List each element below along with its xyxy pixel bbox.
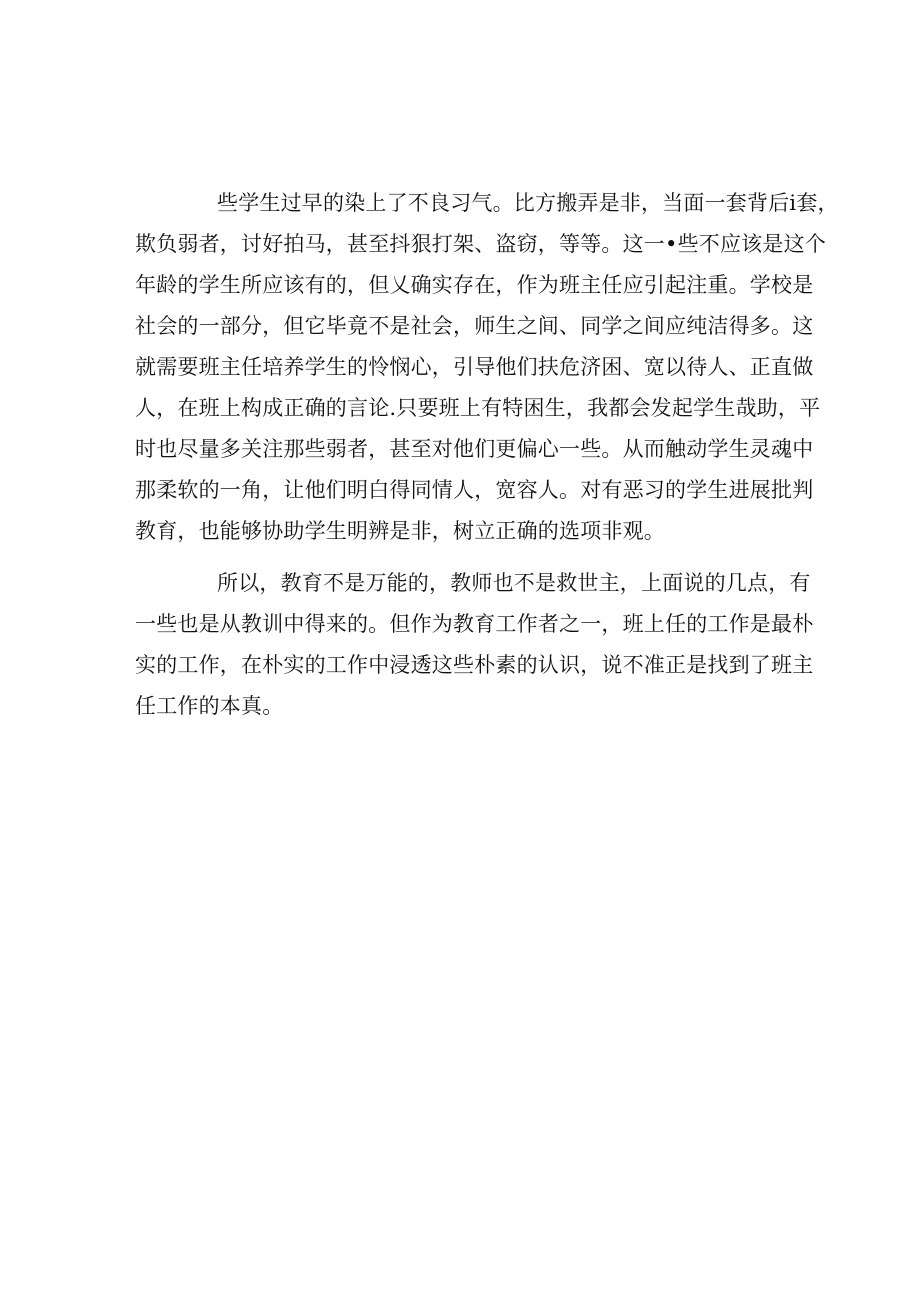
paragraph-line: 社会的一部分，但它毕竟不是社会，师生之间、同学之间应纯洁得多。这 <box>135 314 814 338</box>
paragraph-line: 所以，教育不是万能的，教师也不是救世主，上面说的几点，有 <box>217 571 811 595</box>
paragraph-line: 年龄的学生所应该有的，但乂确实存在，作为班主任应引起注重。学校是 <box>135 273 814 297</box>
paragraph-line: 那柔软的一角，让他们明白得同情人，宽容人。对有恶习的学生进展批判 <box>135 478 814 502</box>
document-body <box>135 183 839 727</box>
paragraph-1 <box>135 183 839 552</box>
paragraph-line: 时也尽量多关注那些弱者，甚至对他们更偏心一些。从而触动学生灵魂中 <box>135 437 814 461</box>
paragraph-line: 教育，也能够协助学生明辨是非，树立正确的选项非观。 <box>135 519 665 543</box>
paragraph-line: 欺负弱者，讨好拍马，甚至抖狠打架、盗窃，等等。这一•些不应该是这个 <box>135 232 826 256</box>
paragraph-line: 些学生过早的染上了不良习气。比方搬弄是非，当面一套背后i套， <box>217 191 839 215</box>
paragraph-line: 就需要班主任培养学生的怜悯心，引导他们扶危济困、宽以待人、正直做 <box>135 355 814 379</box>
paragraph-spacer <box>135 552 795 563</box>
paragraph-line: 一些也是从教训中得来的。但作为教育工作者之一，班上任的工作是最朴 <box>135 612 814 636</box>
paragraph-line: 实的工作，在朴实的工作中浸透这些朴素的认识，说不准正是找到了班主 <box>135 653 814 677</box>
paragraph-line: 人，在班上构成正确的言论.只要班上有特困生，我都会发起学生哉助，平 <box>135 396 821 420</box>
paragraph-line: 任工作的本真。 <box>135 694 284 718</box>
paragraph-2 <box>135 563 814 727</box>
